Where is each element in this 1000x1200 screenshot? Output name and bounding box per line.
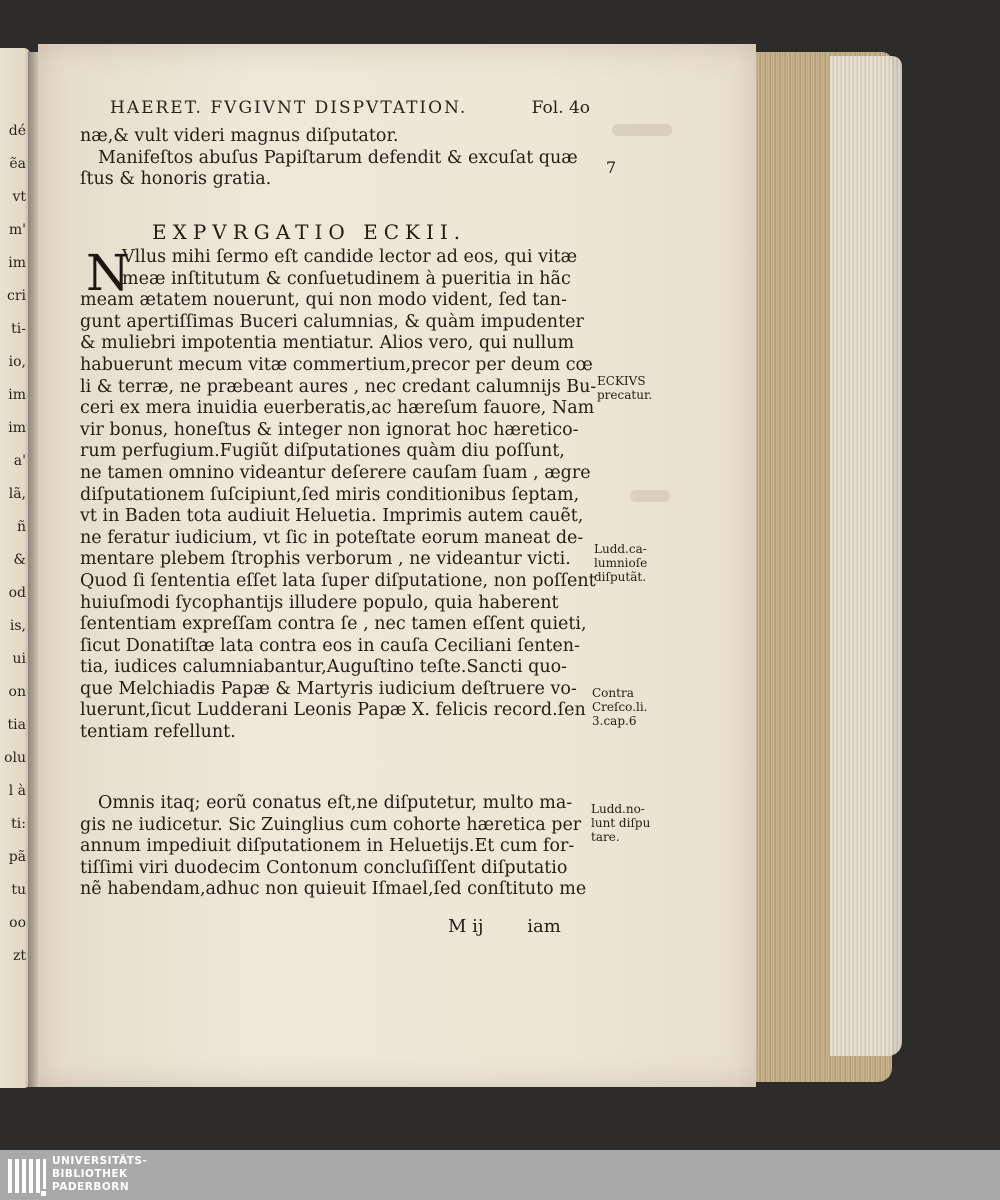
- left-page-fragment: im: [8, 387, 26, 403]
- paragraph-1: [80, 246, 600, 743]
- left-page-fragment: m': [8, 222, 26, 238]
- bleed-through-mark: [612, 124, 672, 136]
- left-page-fragment: is,: [9, 618, 26, 634]
- left-page-fragment: ui: [12, 651, 26, 667]
- library-footer-bar: [0, 1150, 1000, 1200]
- paragraph-2: [80, 792, 600, 900]
- text-line: vt in Baden tota audiuit Heluetia. Imprimis autem cauẽt,: [80, 506, 584, 527]
- text-line: næ,& vult videri magnus diſputator.: [80, 126, 399, 146]
- book-fore-edge-pages: [830, 56, 902, 1056]
- left-page-fragment: zt: [12, 948, 26, 964]
- text-line: ſtus & honoris gratia.: [80, 169, 272, 190]
- library-name-line: UNIVERSITÄTS-: [52, 1155, 148, 1167]
- text-line: que Melchiadis Papæ & Martyris iudicium deſtruere vo-: [80, 678, 577, 699]
- margin-note-line: diſputãt.: [594, 570, 646, 584]
- text-line: rum perfugium.Fugiũt diſputationes quàm diu poſſunt,: [80, 441, 565, 462]
- text-line: Omnis itaq; eorũ conatus eſt,ne diſputetur, multo ma-: [98, 793, 573, 813]
- text-line: meam ætatem nouerunt, qui non modo vident, ſed tan-: [80, 290, 567, 311]
- text-line: diſputationem ſuſcipiunt,ſed miris conditionibus ſeptam,: [80, 484, 580, 505]
- margin-note-line: lumnioſe: [594, 556, 648, 570]
- text-line: ne tamen omnino videantur deſerere cauſam ſuam , ægre: [80, 462, 591, 483]
- previous-page-edge: [0, 48, 30, 1088]
- margin-note-ludd-calumniose: [594, 542, 647, 584]
- bleed-through-mark: [630, 490, 670, 502]
- text-line: meæ inſtitutum & conſuetudinem à pueritia in hãc: [122, 268, 571, 289]
- left-page-fragment: ñ: [16, 519, 26, 535]
- text-line: Manifeſtos abuſus Papiſtarum defendit & excuſat quæ: [98, 147, 578, 168]
- left-page-fragment: im: [8, 255, 26, 271]
- left-page-fragment: od: [8, 585, 26, 601]
- left-page-fragment: &: [13, 552, 26, 568]
- text-line: tia, iudices calumniabantur,Auguſtino teſte.Sancti quo-: [80, 657, 568, 678]
- left-page-fragment: cri: [6, 288, 26, 304]
- library-name-line: BIBLIOTHEK: [52, 1168, 128, 1180]
- library-name-line: PADERBORN: [52, 1181, 130, 1193]
- text-line: tiſſimi viri duodecim Contonum concluſiſſent diſputatio: [80, 857, 568, 878]
- folio-number: Fol. 4o: [531, 98, 590, 118]
- margin-number: 7: [606, 158, 617, 177]
- text-line: huiuſmodi ſycophantijs illudere populo, quia haberent: [80, 592, 559, 613]
- text-line: gunt apertiſſimas Buceri calumnias, & quàm impudenter: [80, 311, 584, 332]
- text-line: ſententiam expreſſam contra ſe , nec tamen eſſent quieti,: [80, 614, 587, 635]
- left-page-fragment: a': [13, 453, 26, 469]
- text-line: Vllus mihi ſermo eſt candide lector ad eos, qui vitæ: [122, 247, 578, 267]
- running-header: [110, 98, 590, 122]
- text-line: nẽ habendam,adhuc non quieuit Iſmael,ſed conſtituto me: [80, 879, 587, 900]
- drop-cap: N: [86, 244, 130, 302]
- left-page-fragment: tia: [7, 717, 26, 733]
- text-line: & muliebri impotentia mentiatur. Alios vero, qui nullum: [80, 333, 575, 354]
- margin-note-line: ECKIVS: [597, 374, 646, 388]
- left-page-fragment: dé: [8, 123, 26, 139]
- left-page-fragment: oo: [9, 915, 26, 931]
- text-line: gis ne iudicetur. Sic Zuinglius cum cohorte hæretica per: [80, 814, 582, 835]
- library-logo-icon: [6, 1153, 48, 1197]
- signature-mark: M ij: [448, 916, 484, 937]
- top-lines: [80, 126, 600, 191]
- text-line: annum impediuit diſputationem in Heluetijs.Et cum for-: [80, 836, 575, 857]
- text-line: luerunt,ſicut Ludderani Leonis Papæ X. felicis record.ſen: [80, 700, 586, 721]
- margin-note-line: Ludd.ca-: [594, 542, 647, 556]
- left-page-fragment: tu: [11, 882, 26, 898]
- signature-line: [448, 916, 588, 937]
- margin-note-line: lunt diſpu: [591, 816, 651, 830]
- margin-note-line: precatur.: [597, 388, 653, 402]
- left-page-fragment: lã,: [8, 486, 26, 502]
- text-line: Quod ſi ſententia eſſet lata ſuper diſputatione, non poſſent: [80, 570, 596, 591]
- text-line: tentiam refellunt.: [80, 722, 236, 743]
- margin-note-line: Contra: [592, 686, 634, 700]
- text-line: ſicut Donatiſtæ lata contra eos in cauſa Ceciliani ſenten-: [80, 635, 580, 656]
- running-title: HAERET. FVGIVNT DISPVTATION.: [110, 98, 468, 118]
- left-page-fragment: vt: [12, 189, 26, 205]
- margin-note-ludd-nolunt: [591, 802, 650, 844]
- text-line: ceri ex mera inuidia euerberatis,ac hæreſum fauore, Nam: [80, 398, 595, 419]
- margin-note-line: Creſco.li.: [592, 700, 648, 714]
- text-line: vir bonus, honeſtus & integer non ignorat hoc hæretico-: [80, 419, 579, 440]
- text-line: li & terræ, ne præbeant aures , nec credant calumnijs Bu-: [80, 376, 597, 397]
- left-page-fragment: olu: [4, 750, 26, 766]
- margin-note-eckius: [597, 374, 652, 402]
- left-page-fragment: io,: [8, 354, 26, 370]
- library-name: [52, 1155, 147, 1194]
- left-page-fragment: on: [8, 684, 26, 700]
- left-page-fragment: pã: [8, 849, 26, 865]
- left-page-fragment: ti-: [11, 321, 26, 337]
- margin-note-line: Ludd.no-: [591, 802, 645, 816]
- left-page-fragment: l à: [8, 783, 26, 799]
- text-line: ne feratur iudicium, vt ſic in poteſtate eorum maneat de-: [80, 527, 584, 548]
- left-page-fragment: ẽa: [9, 156, 26, 172]
- margin-note-line: tare.: [591, 830, 620, 844]
- margin-note-contra-cresco: [592, 686, 648, 728]
- section-title: EXPVRGATIO ECKII.: [152, 220, 467, 244]
- left-page-fragment: ti:: [11, 816, 26, 832]
- text-line: habuerunt mecum vitæ commertium,precor per deum cœ: [80, 354, 593, 375]
- left-page-fragment: im: [8, 420, 26, 436]
- text-line: mentare plebem ſtrophis verborum , ne videantur victi.: [80, 549, 571, 570]
- catchword: iam: [527, 916, 561, 937]
- margin-note-line: 3.cap.6: [592, 714, 637, 728]
